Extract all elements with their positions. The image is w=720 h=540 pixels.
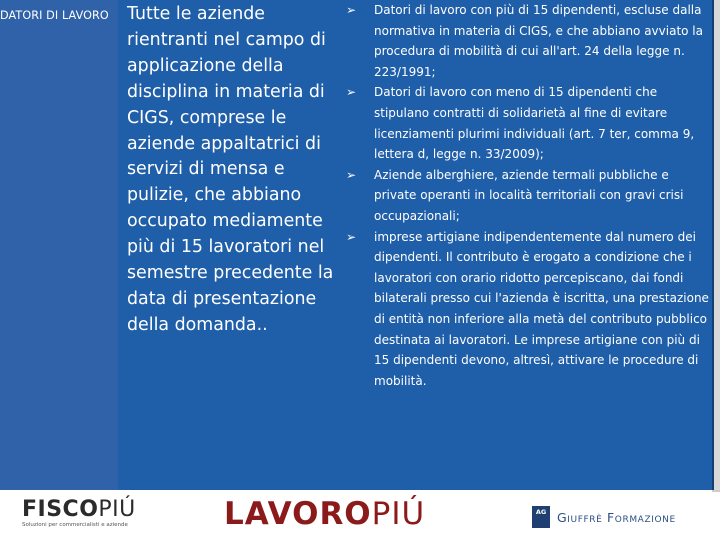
bullet-item [346,165,711,227]
bullet-text: Aziende alberghiere, aziende termali pubbliche e private operanti in località territoriali con gravi crisi occupazionali; [374,167,684,223]
fiscopiu-accent: PIÚ [98,497,136,522]
lavoropiu-accent: PIÚ [371,496,426,532]
bullet-text: Datori di lavoro con più di 15 dipendenti, escluse dalla normativa in materia di CIGS, e che abbiano avviato la procedura di mobilità di cui all'art. 24 della legge n. 223/1991; [374,3,703,79]
arrow-bullet-icon: ➢ [346,167,357,182]
giuffre-logo [532,506,702,530]
fiscopiu-wordmark [22,497,136,522]
bullet-item [346,82,711,164]
side-panel [0,0,118,490]
giuffre-name: Giuffrè Formazione [557,510,676,525]
left-column-text: Tutte le aziende rientranti nel campo di applicazione della disciplina in materia di CIGS, comprese le aziende appaltatrici di servizi di mensa e pulizie, che abbiano occupato mediamente più di 15 lavoratori nel semestre precedente la data di presentazione della domanda.. [127,4,334,335]
arrow-bullet-icon: ➢ [346,229,357,244]
bullet-item [346,0,711,82]
lavoropiu-logo [224,496,425,532]
fiscopiu-main: FISCO [22,497,99,522]
fiscopiu-logo [22,497,134,533]
bullet-text: Datori di lavoro con meno di 15 dipendenti che stipulano contratti di solidarietà al fine di evitare licenziamenti plurimi individuali (art. 7 ter, comma 9, lettera d, legge n. 33/2009); [374,85,695,162]
bullet-item [346,227,711,392]
right-edge-strip [714,0,720,490]
arrow-bullet-icon: ➢ [346,85,357,100]
giuffre-emblem-icon: AG [532,506,550,528]
lavoropiu-main: LAVORO [224,496,372,532]
bullet-text: imprese artigiane indipendentemente dal numero dei dipendenti. Il contributo è erogato a condizione che i lavoratori con orario ridotto percepiscano, dai fondi bilaterali presso cui l'azienda è iscritta, una prestazione di entità non inferiore alla metà del contributo pubblico destinata ai lavoratori. Le imprese artigiane con più di 15 dipendenti devono, altresì, attivare le procedure di mobilità. [374,229,709,388]
footer-rule [712,490,720,492]
fiscopiu-tagline: Soluzioni per commercialisti e aziende [22,522,128,528]
bullet-list [346,0,711,391]
arrow-bullet-icon: ➢ [346,3,357,17]
side-label: DATORI DI LAVORO [0,9,109,22]
